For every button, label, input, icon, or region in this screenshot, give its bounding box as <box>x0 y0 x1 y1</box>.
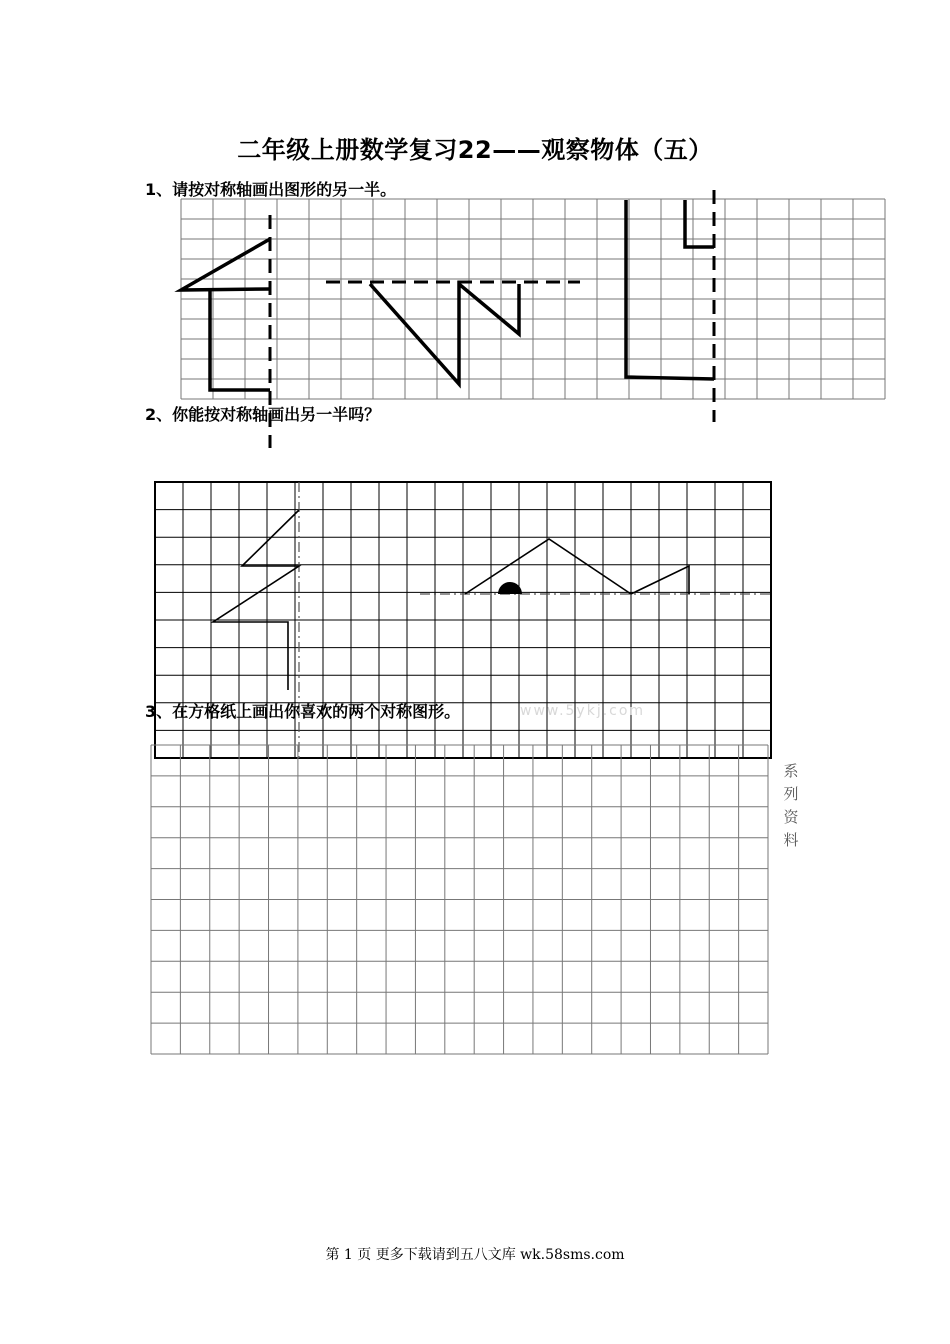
side-char-4: 料 <box>783 831 799 849</box>
q2-figure-b-shape <box>465 539 689 594</box>
grid-question-3 <box>151 745 768 1054</box>
side-char-1: 系 <box>783 762 799 780</box>
side-char-2: 列 <box>783 785 799 803</box>
question-1-label: 1、请按对称轴画出图形的另一半。 <box>145 180 397 199</box>
side-note <box>781 760 801 852</box>
page-footer: 第 1 页 更多下载请到五八文库 wk.58sms.com <box>325 1247 625 1263</box>
watermark-text: www.5ykj.com <box>520 703 646 719</box>
side-char-3: 资 <box>783 808 799 826</box>
question-2-label: 2、你能按对称轴画出另一半吗？ <box>145 405 381 424</box>
half-circle-shape <box>498 582 522 594</box>
figure-3-shape <box>626 200 714 379</box>
page-title: 二年级上册数学复习22——观察物体（五） <box>237 136 713 164</box>
figure-1-shape <box>181 239 270 390</box>
question-3-label: 3、在方格纸上画出你喜欢的两个对称图形。 <box>145 702 461 721</box>
grid-question-1 <box>181 199 885 399</box>
